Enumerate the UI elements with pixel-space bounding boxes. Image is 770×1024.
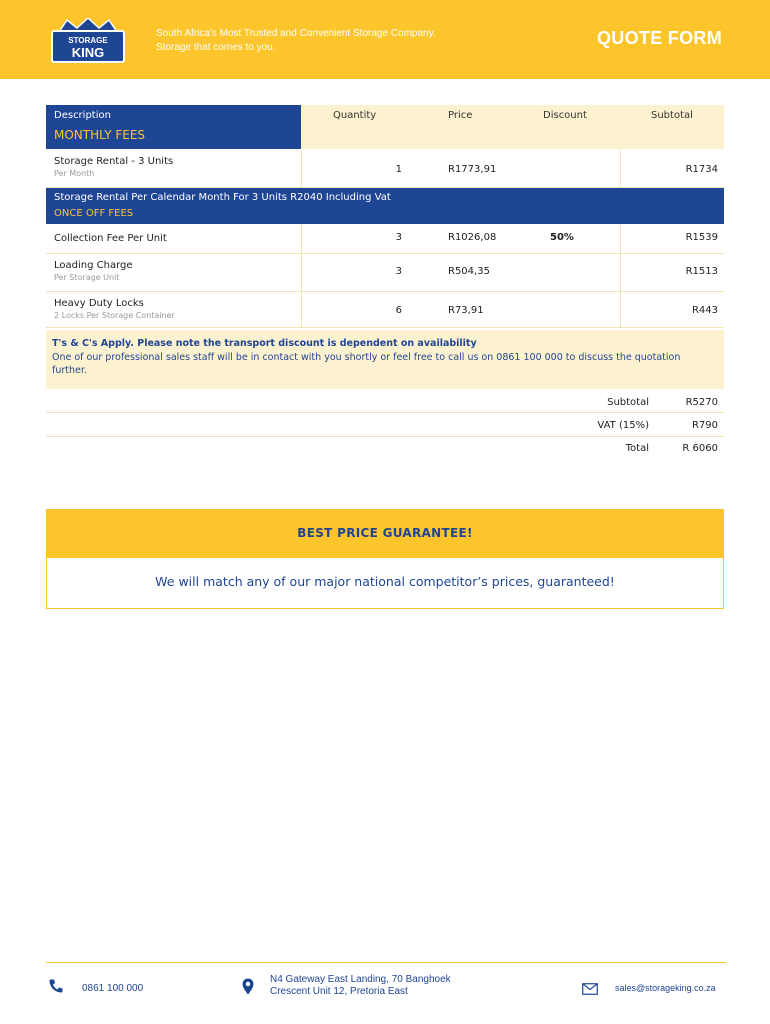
- item-quantity: 6: [395, 305, 402, 316]
- item-quantity: 3: [395, 266, 402, 277]
- vat-value: R790: [691, 420, 718, 431]
- total-label: Total: [625, 443, 649, 454]
- quote-form-title: QUOTE FORM: [597, 28, 722, 48]
- table-row: [46, 149, 724, 188]
- item-name: Collection Fee Per Unit: [54, 233, 167, 244]
- column-quantity: Quantity: [333, 110, 377, 121]
- item-subtotal: R1734: [685, 164, 718, 175]
- logo-text-king: KING: [71, 45, 105, 60]
- terms-title: T's & C's Apply. Please note the transport discount is dependent on availability: [52, 338, 477, 349]
- tagline-line-2: Storage that comes to you.: [156, 42, 276, 53]
- storage-king-logo: [49, 18, 127, 64]
- monthly-rental-note: Storage Rental Per Calendar Month For 3 Units R2040 Including Vat: [54, 192, 391, 203]
- item-subtext: Per Storage Unit: [54, 273, 120, 282]
- footer-phone[interactable]: 0861 100 000: [82, 983, 144, 994]
- item-price: R504,35: [448, 266, 490, 277]
- footer-address: [270, 974, 451, 998]
- vat-label: VAT (15%): [597, 420, 649, 431]
- logo-text-storage: STORAGE: [68, 36, 108, 45]
- total-value: R 6060: [682, 443, 718, 454]
- footer-address-line-1: N4 Gateway East Landing, 70 Banghoek: [270, 974, 451, 985]
- item-name: Storage Rental - 3 Units: [54, 156, 174, 167]
- item-subtotal: R443: [691, 305, 718, 316]
- footer-address-line-2: Crescent Unit 12, Pretoria East: [270, 986, 408, 997]
- totals-block: [46, 389, 724, 459]
- description-header-cell: [46, 105, 301, 149]
- table-row: [46, 224, 724, 254]
- item-quantity: 1: [395, 164, 402, 175]
- column-subtotal: Subtotal: [651, 110, 693, 121]
- item-discount: 50%: [550, 232, 574, 243]
- tagline: [156, 27, 436, 55]
- table-header: [46, 105, 724, 149]
- column-price: Price: [448, 110, 473, 121]
- header: [0, 0, 770, 79]
- guarantee-title: BEST PRICE GUARANTEE!: [46, 509, 724, 558]
- footer-divider: [46, 962, 726, 963]
- envelope-icon: [582, 980, 598, 999]
- column-discount: Discount: [543, 110, 587, 121]
- footer-email[interactable]: sales@storageking.co.za: [615, 983, 716, 993]
- item-price: R1773,91: [448, 164, 497, 175]
- subtotal-label: Subtotal: [607, 397, 649, 408]
- once-off-fees-heading: ONCE OFF FEES: [54, 208, 134, 219]
- quote-table: [46, 105, 724, 459]
- section-band: [46, 188, 724, 224]
- subtotal-value: R5270: [685, 397, 718, 408]
- phone-icon: [48, 978, 64, 998]
- item-name: Heavy Duty Locks: [54, 298, 144, 309]
- column-description: Description: [54, 110, 111, 121]
- item-subtotal: R1539: [685, 232, 718, 243]
- table-row: [46, 254, 724, 292]
- item-name: Loading Charge: [54, 260, 133, 271]
- guarantee-text: We will match any of our major national competitor’s prices, guaranteed!: [46, 558, 724, 609]
- location-pin-icon: [242, 978, 254, 999]
- item-subtotal: R1513: [685, 266, 718, 277]
- item-price: R1026,08: [448, 232, 497, 243]
- item-price: R73,91: [448, 305, 484, 316]
- table-row: [46, 292, 724, 328]
- item-subtext: Per Month: [54, 169, 95, 178]
- best-price-guarantee: [46, 509, 724, 609]
- terms-body: One of our professional sales staff will be in contact with you shortly or feel free to call us on 0861 100 000 to discuss the quotation further.: [52, 352, 681, 376]
- tagline-line-1: South Africa's Most Trusted and Convenient Storage Company.: [156, 28, 436, 39]
- terms-box: [46, 330, 724, 389]
- item-subtext: 2 Locks Per Storage Container: [54, 311, 175, 320]
- monthly-fees-heading: MONTHLY FEES: [54, 128, 146, 142]
- item-quantity: 3: [395, 232, 402, 243]
